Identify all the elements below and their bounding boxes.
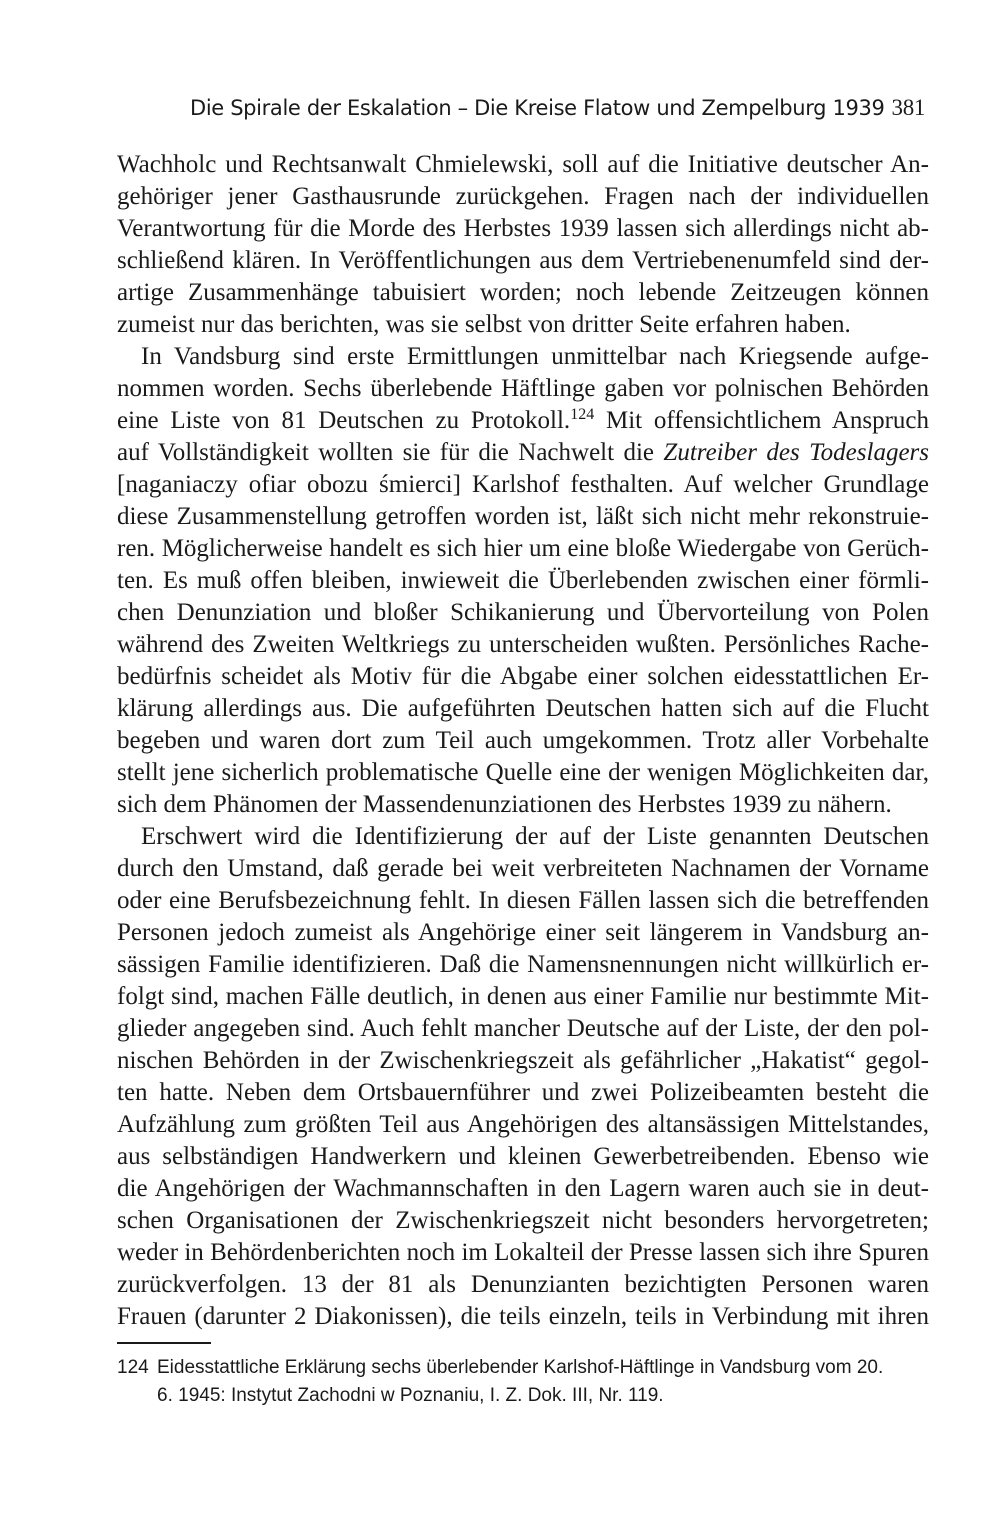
text-line: sich dem Phänomen der Massendenunziationen des Herbstes 1939 zu nähern. — [117, 791, 892, 818]
italic-term: Zutreiber des Todeslagers — [663, 439, 930, 466]
text-line: durch den Umstand, daß gerade bei weit verbreiteten Nachnamen der Vorname — [117, 855, 929, 882]
text-line: gehöriger jener Gasthausrunde zurückgehen. Fragen nach der individuellen — [117, 183, 929, 210]
text-line: stellt jene sicherlich problematische Quelle eine der wenigen Möglichkeiten dar, — [117, 759, 929, 786]
page-number: 381 — [891, 95, 925, 120]
text-line: glieder angegeben sind. Auch fehlt mancher Deutsche auf der Liste, der den pol- — [117, 1015, 929, 1042]
text-line: während des Zweiten Weltkriegs zu unterscheiden wußten. Persönliches Rache- — [117, 631, 929, 658]
text-line: diese Zusammenstellung getroffen worden ist, läßt sich nicht mehr rekonstruie- — [117, 503, 929, 530]
text-line: folgt sind, machen Fälle deutlich, in denen aus einer Familie nur bestimmte Mit- — [117, 983, 929, 1010]
text-line: In Vandsburg sind erste Ermittlungen unmittelbar nach Kriegsende aufge- — [141, 343, 929, 370]
text-line: Personen jedoch zumeist als Angehörige einer seit längerem in Vandsburg an- — [117, 919, 929, 946]
text-line: ten hatte. Neben dem Ortsbauernführer und zwei Polizeibeamten besteht die — [117, 1079, 929, 1106]
text-line: die Angehörigen der Wachmannschaften in den Lagern waren auch sie in deut- — [117, 1175, 929, 1202]
footnote — [117, 1354, 929, 1410]
text-line: zurückverfolgen. 13 der 81 als Denunzianten bezichtigten Personen waren — [117, 1271, 929, 1298]
text-segment: eine Liste von 81 Deutschen zu Protokoll. — [117, 407, 571, 434]
text-line: zumeist nur das berichten, was sie selbst von dritter Seite erfahren haben. — [117, 311, 851, 338]
text-line: aus selbständigen Handwerkern und kleinen Gewerbetreibenden. Ebenso wie — [117, 1143, 929, 1170]
text-line: oder eine Berufsbezeichnung fehlt. In diesen Fällen lassen sich die betreffenden — [117, 887, 929, 914]
paragraph — [117, 821, 929, 1333]
text-line: ten. Es muß offen bleiben, inwieweit die Überlebenden zwischen einer förmli- — [117, 567, 929, 594]
text-line — [117, 405, 929, 437]
text-line: [naganiaczy ofiar obozu śmierci] Karlshof festhalten. Auf welcher Grundlage — [117, 471, 929, 498]
footnote-number: 124 — [117, 1357, 149, 1378]
text-line: begeben und waren dort zum Teil auch umgekommen. Trotz aller Vorbehalte — [117, 727, 929, 754]
paragraph — [117, 149, 929, 341]
text-line: schließend klären. In Veröffentlichungen aus dem Vertriebenenumfeld sind der- — [117, 247, 929, 274]
text-line: bedürfnis scheidet als Motiv für die Abgabe einer solchen eidesstattlichen Er- — [117, 663, 929, 690]
text-segment: auf Vollständigkeit wollten sie für die Nachwelt die — [117, 439, 655, 466]
text-line: chen Denunziation und bloßer Schikanierung und Übervorteilung von Polen — [117, 599, 929, 626]
text-line: ren. Möglicherweise handelt es sich hier um eine bloße Wiedergabe von Gerüch- — [117, 535, 929, 562]
text-line: artige Zusammenhänge tabuisiert worden; noch lebende Zeitzeugen können — [117, 279, 929, 306]
footnote-text: Eidesstattliche Erklärung sechs überlebender Karlshof-Häftlinge in Vandsburg vom 20. — [157, 1357, 884, 1378]
footnote-line: 6. 1945: Instytut Zachodni w Poznaniu, I. Z. Dok. III, Nr. 119. — [157, 1385, 664, 1406]
text-segment: Mit offensichtlichem Anspruch — [605, 407, 929, 434]
text-line: klärung allerdings aus. Die aufgeführten Deutschen hatten sich auf die Flucht — [117, 695, 929, 722]
text-line: Erschwert wird die Identifizierung der auf der Liste genannten Deutschen — [141, 823, 929, 850]
text-line: Frauen (darunter 2 Diakonissen), die teils einzeln, teils in Verbindung mit ihren — [117, 1303, 929, 1330]
text-line: nommen worden. Sechs überlebende Häftlinge gaben vor polnischen Behörden — [117, 375, 929, 402]
footnotes — [117, 1354, 929, 1410]
text-line: schen Organisationen der Zwischenkriegszeit nicht besonders hervorgetreten; — [117, 1207, 929, 1234]
paragraph — [117, 341, 929, 821]
text-line: Wachholc und Rechtsanwalt Chmielewski, soll auf die Initiative deutscher An- — [117, 151, 929, 178]
text-line: weder in Behördenberichten noch im Lokalteil der Presse lassen sich ihre Spuren — [117, 1239, 929, 1266]
text-line: Aufzählung zum größten Teil aus Angehörigen des altansässigen Mittelstandes, — [117, 1111, 929, 1138]
footnote-line — [117, 1354, 929, 1382]
text-line: nischen Behörden in der Zwischenkriegszeit als gefährlicher „Hakatist“ gegol- — [117, 1047, 929, 1074]
text-line: sässigen Familie identifizieren. Daß die Namensnennungen nicht willkürlich er- — [117, 951, 929, 978]
body-text — [117, 149, 929, 1333]
footnote-separator — [117, 1342, 211, 1344]
footnote-reference[interactable]: 124 — [570, 406, 595, 423]
text-line — [117, 437, 929, 469]
running-head-title: Die Spirale der Eskalation – Die Kreise Flatow und Zempelburg 1939 — [190, 96, 885, 120]
text-line: Verantwortung für die Morde des Herbstes 1939 lassen sich allerdings nicht ab- — [117, 215, 929, 242]
